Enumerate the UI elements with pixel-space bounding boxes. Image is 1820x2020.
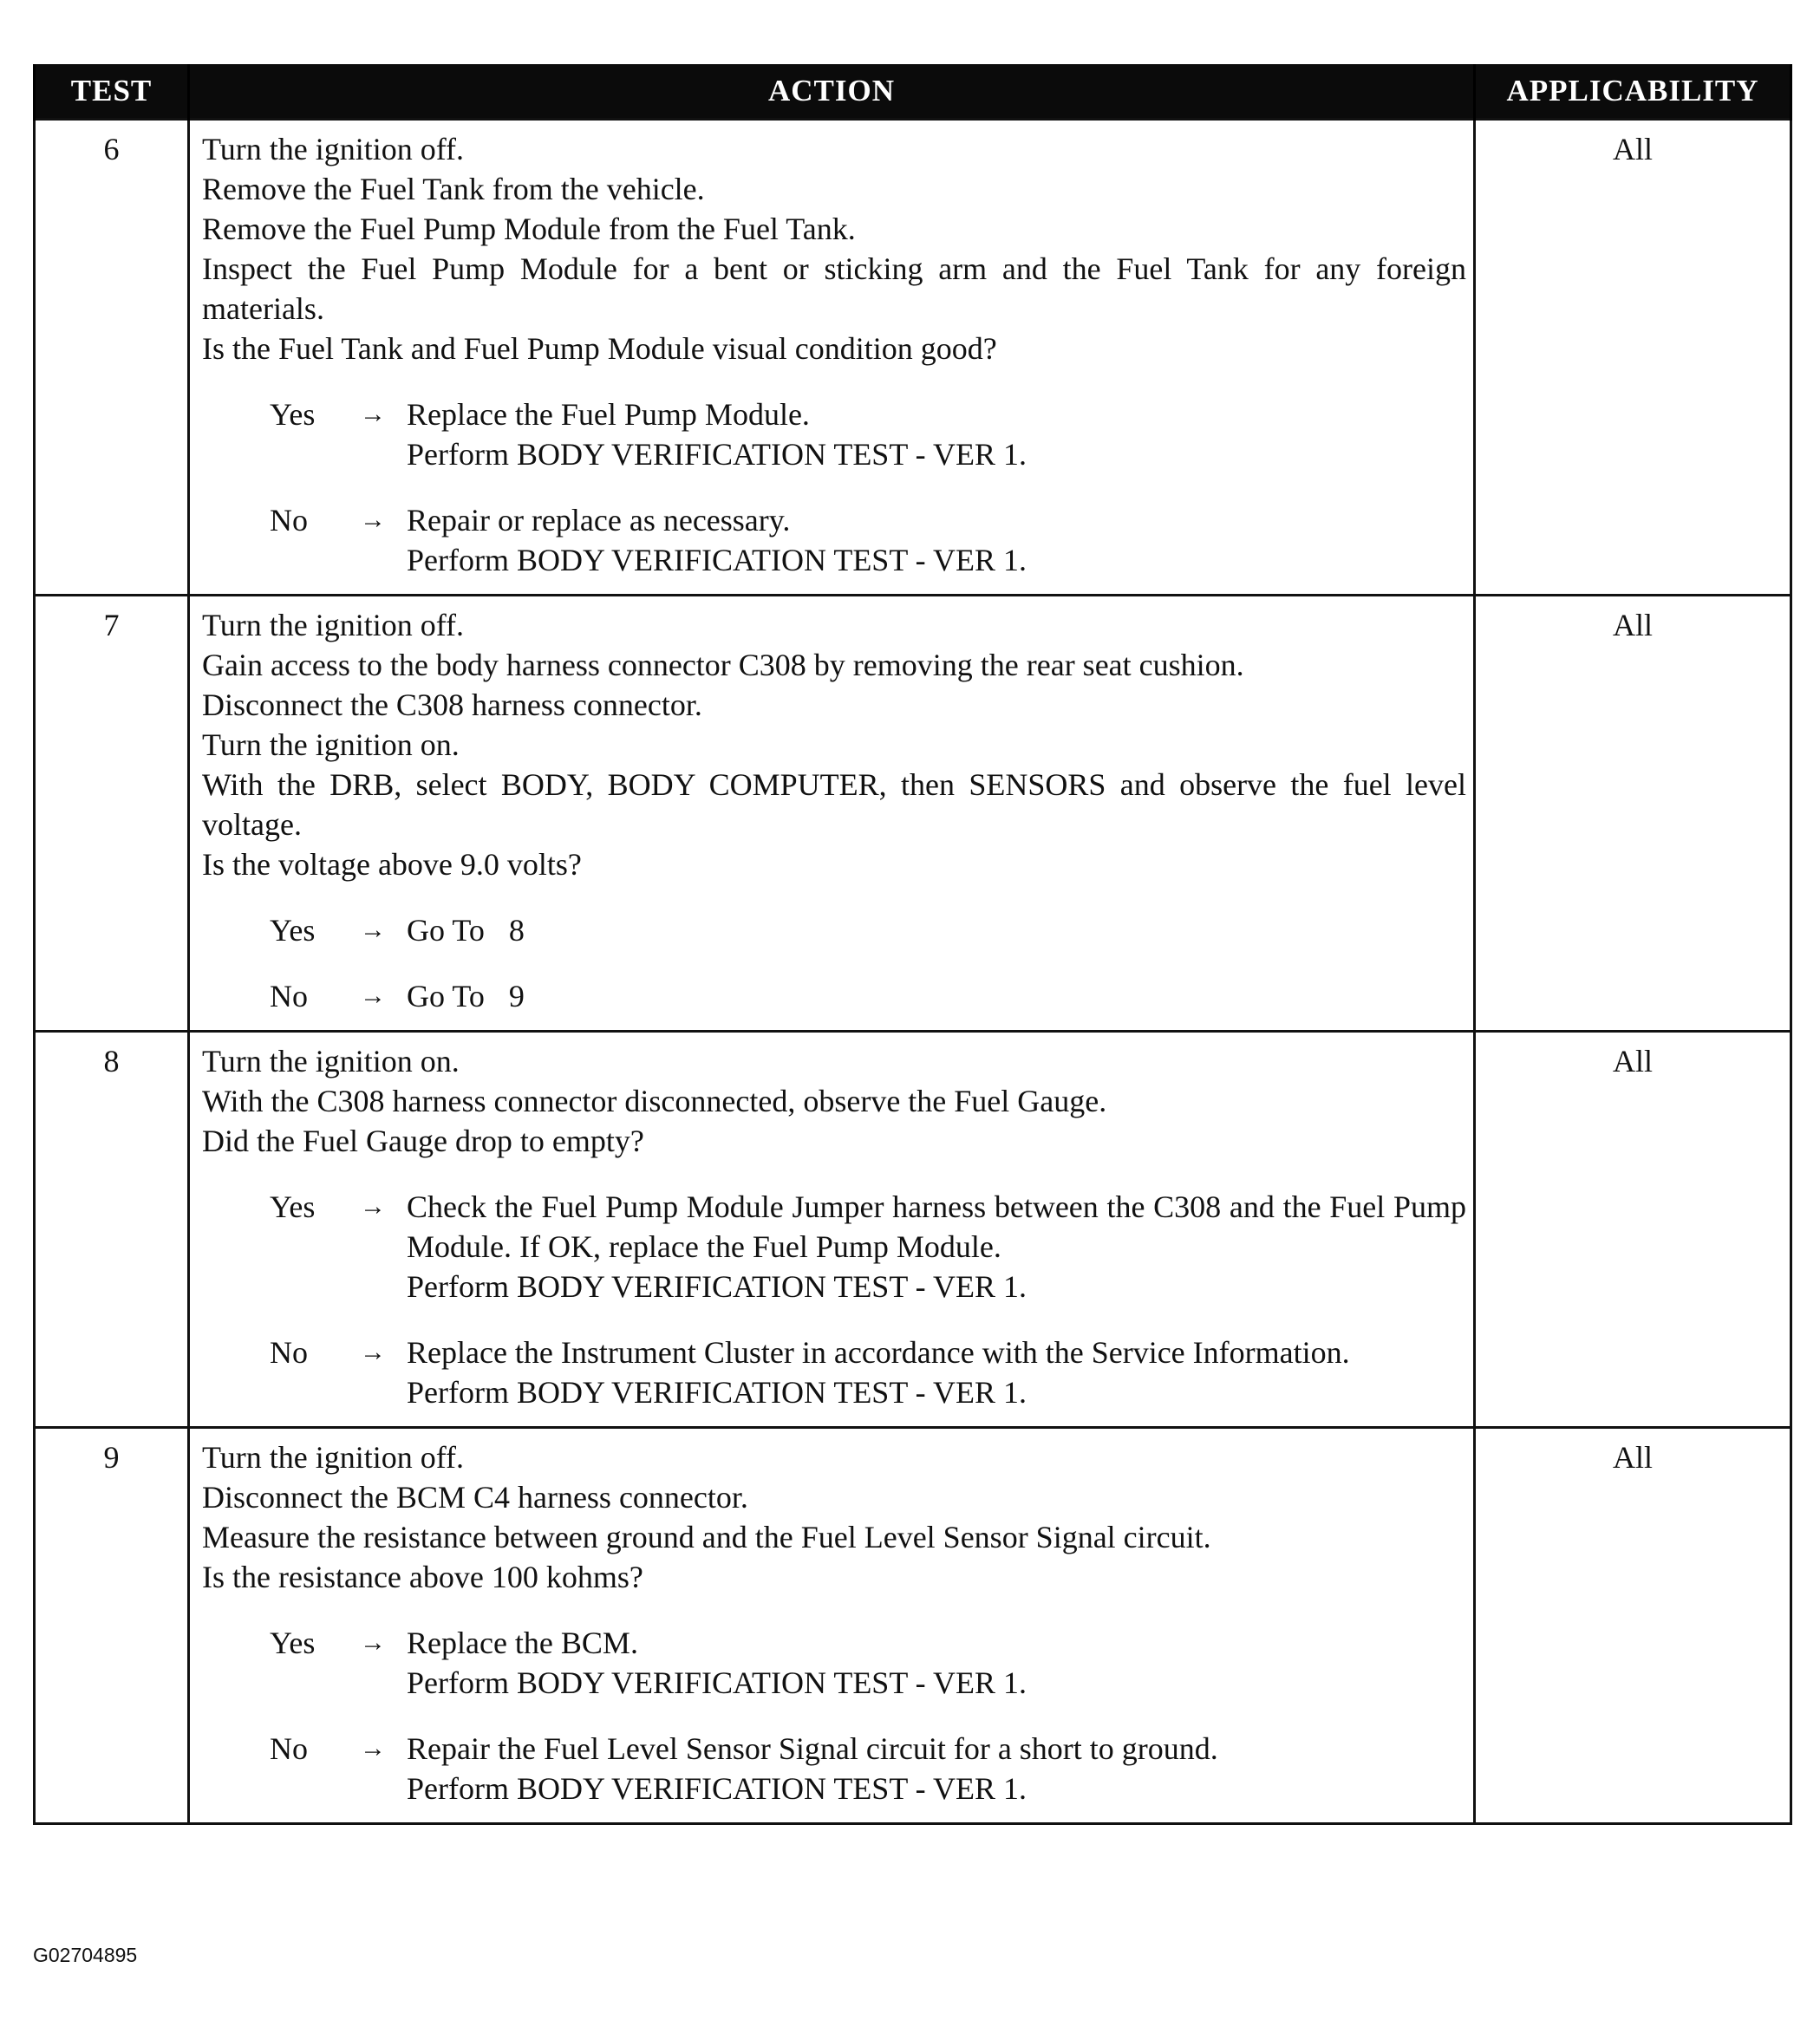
answer-label-cell: [202, 976, 339, 1016]
table-row: [35, 120, 1791, 596]
table-header-row: [35, 64, 1791, 120]
table-row: [35, 596, 1791, 1032]
action-step: With the DRB, select BODY, BODY COMPUTER, then SENSORS and observe the fuel level voltage.: [202, 767, 1466, 842]
goto-instruction: [407, 910, 1466, 950]
answer-label-cell: [202, 1333, 339, 1412]
answer-label-cell: [202, 500, 339, 580]
action-step: Remove the Fuel Tank from the vehicle.: [202, 172, 705, 206]
right-arrow-icon: →: [360, 981, 386, 1010]
action-step: Disconnect the C308 harness connector.: [202, 687, 702, 722]
answer-label-cell: [202, 1729, 339, 1808]
action-cell: [189, 1428, 1475, 1824]
outcome-no: [202, 1333, 1466, 1412]
result-line: Perform BODY VERIFICATION TEST - VER 1.: [407, 543, 1027, 577]
right-arrow-icon: →: [360, 1628, 386, 1657]
answer-label-cell: [202, 394, 339, 474]
right-arrow-icon: →: [360, 505, 386, 534]
outcome-result: [407, 1729, 1466, 1808]
outcome-result: [407, 910, 1466, 950]
applicability-value: All: [1475, 1428, 1791, 1824]
result-line: Perform BODY VERIFICATION TEST - VER 1.: [407, 1269, 1027, 1304]
action-step: Remove the Fuel Pump Module from the Fuel Tank.: [202, 212, 856, 246]
action-steps: [202, 1437, 1466, 1597]
diagnostic-page: [33, 64, 1790, 1825]
outcome-yes: [202, 910, 1466, 950]
result-line: Perform BODY VERIFICATION TEST - VER 1.: [407, 1665, 1027, 1700]
goto-label: Go To: [407, 913, 485, 948]
action-step: With the C308 harness connector disconnected, observe the Fuel Gauge.: [202, 1084, 1107, 1118]
answer-label: No: [270, 1335, 308, 1370]
answer-label: No: [270, 1731, 308, 1766]
right-arrow-icon: →: [360, 916, 386, 944]
right-arrow-icon: →: [360, 1734, 386, 1763]
action-cell: [189, 596, 1475, 1032]
action-cell: [189, 120, 1475, 596]
goto-test-number: 9: [508, 979, 525, 1013]
result-line: Replace the Instrument Cluster in accordance with the Service Information.: [407, 1335, 1350, 1370]
action-step: Is the voltage above 9.0 volts?: [202, 847, 582, 882]
action-step: Measure the resistance between ground and the Fuel Level Sensor Signal circuit.: [202, 1520, 1211, 1554]
action-step: Turn the ignition off.: [202, 1440, 465, 1475]
test-number: 8: [35, 1032, 189, 1428]
action-step: Turn the ignition off.: [202, 608, 465, 642]
outcome-no: [202, 500, 1466, 580]
outcome-yes: [202, 1187, 1466, 1306]
result-line: Perform BODY VERIFICATION TEST - VER 1.: [407, 437, 1027, 472]
right-arrow-icon: →: [360, 1338, 386, 1366]
result-line: Perform BODY VERIFICATION TEST - VER 1.: [407, 1771, 1027, 1806]
outcome-result: [407, 976, 1466, 1016]
answer-label-cell: [202, 1187, 339, 1306]
goto-test-number: 8: [508, 913, 525, 948]
right-arrow-icon: →: [360, 1192, 386, 1221]
header-action: ACTION: [189, 64, 1475, 120]
action-step: Turn the ignition on.: [202, 1044, 460, 1078]
test-number: 7: [35, 596, 189, 1032]
outcome-yes: [202, 394, 1466, 474]
test-number: 9: [35, 1428, 189, 1824]
answer-label: Yes: [270, 1189, 316, 1224]
diagnostic-table: [33, 64, 1792, 1825]
table-body: [35, 120, 1791, 1824]
result-line: Repair or replace as necessary.: [407, 503, 791, 538]
action-step: Inspect the Fuel Pump Module for a bent or sticking arm and the Fuel Tank for any foreign materials.: [202, 251, 1466, 326]
applicability-value: All: [1475, 596, 1791, 1032]
result-line: Replace the BCM.: [407, 1626, 638, 1660]
applicability-value: All: [1475, 120, 1791, 596]
outcome-yes: [202, 1623, 1466, 1703]
action-step: Turn the ignition on.: [202, 727, 460, 762]
answer-label: Yes: [270, 397, 316, 432]
result-line: Replace the Fuel Pump Module.: [407, 397, 810, 432]
table-row: [35, 1428, 1791, 1824]
outcome-no: [202, 976, 1466, 1016]
result-line: Check the Fuel Pump Module Jumper harness between the C308 and the Fuel Pump Module. If OK, replace the Fuel Pump Module.: [407, 1189, 1466, 1264]
header-test: TEST: [35, 64, 189, 120]
header-applicability: APPLICABILITY: [1475, 64, 1791, 120]
right-arrow-icon: →: [360, 400, 386, 428]
answer-label: Yes: [270, 913, 316, 948]
applicability-value: All: [1475, 1032, 1791, 1428]
answer-label-cell: [202, 910, 339, 950]
outcome-result: [407, 1623, 1466, 1703]
outcome-no: [202, 1729, 1466, 1808]
answer-label-cell: [202, 1623, 339, 1703]
answer-label: No: [270, 503, 308, 538]
action-cell: [189, 1032, 1475, 1428]
goto-label: Go To: [407, 979, 485, 1013]
action-steps: [202, 129, 1466, 368]
answer-label: Yes: [270, 1626, 316, 1660]
action-step: Gain access to the body harness connector C308 by removing the rear seat cushion.: [202, 648, 1244, 682]
result-line: Perform BODY VERIFICATION TEST - VER 1.: [407, 1375, 1027, 1410]
test-number: 6: [35, 120, 189, 596]
action-step: Did the Fuel Gauge drop to empty?: [202, 1124, 644, 1158]
outcome-result: [407, 394, 1466, 474]
outcome-result: [407, 1333, 1466, 1412]
outcome-result: [407, 1187, 1466, 1306]
action-step: Is the resistance above 100 kohms?: [202, 1560, 643, 1594]
result-line: Repair the Fuel Level Sensor Signal circuit for a short to ground.: [407, 1731, 1218, 1766]
action-step: Is the Fuel Tank and Fuel Pump Module visual condition good?: [202, 331, 997, 366]
action-steps: [202, 605, 1466, 884]
goto-instruction: [407, 976, 1466, 1016]
action-steps: [202, 1041, 1466, 1161]
figure-id: G02704895: [33, 1944, 138, 1966]
action-step: Turn the ignition off.: [202, 132, 465, 166]
table-row: [35, 1032, 1791, 1428]
outcome-result: [407, 500, 1466, 580]
action-step: Disconnect the BCM C4 harness connector.: [202, 1480, 748, 1515]
answer-label: No: [270, 979, 308, 1013]
